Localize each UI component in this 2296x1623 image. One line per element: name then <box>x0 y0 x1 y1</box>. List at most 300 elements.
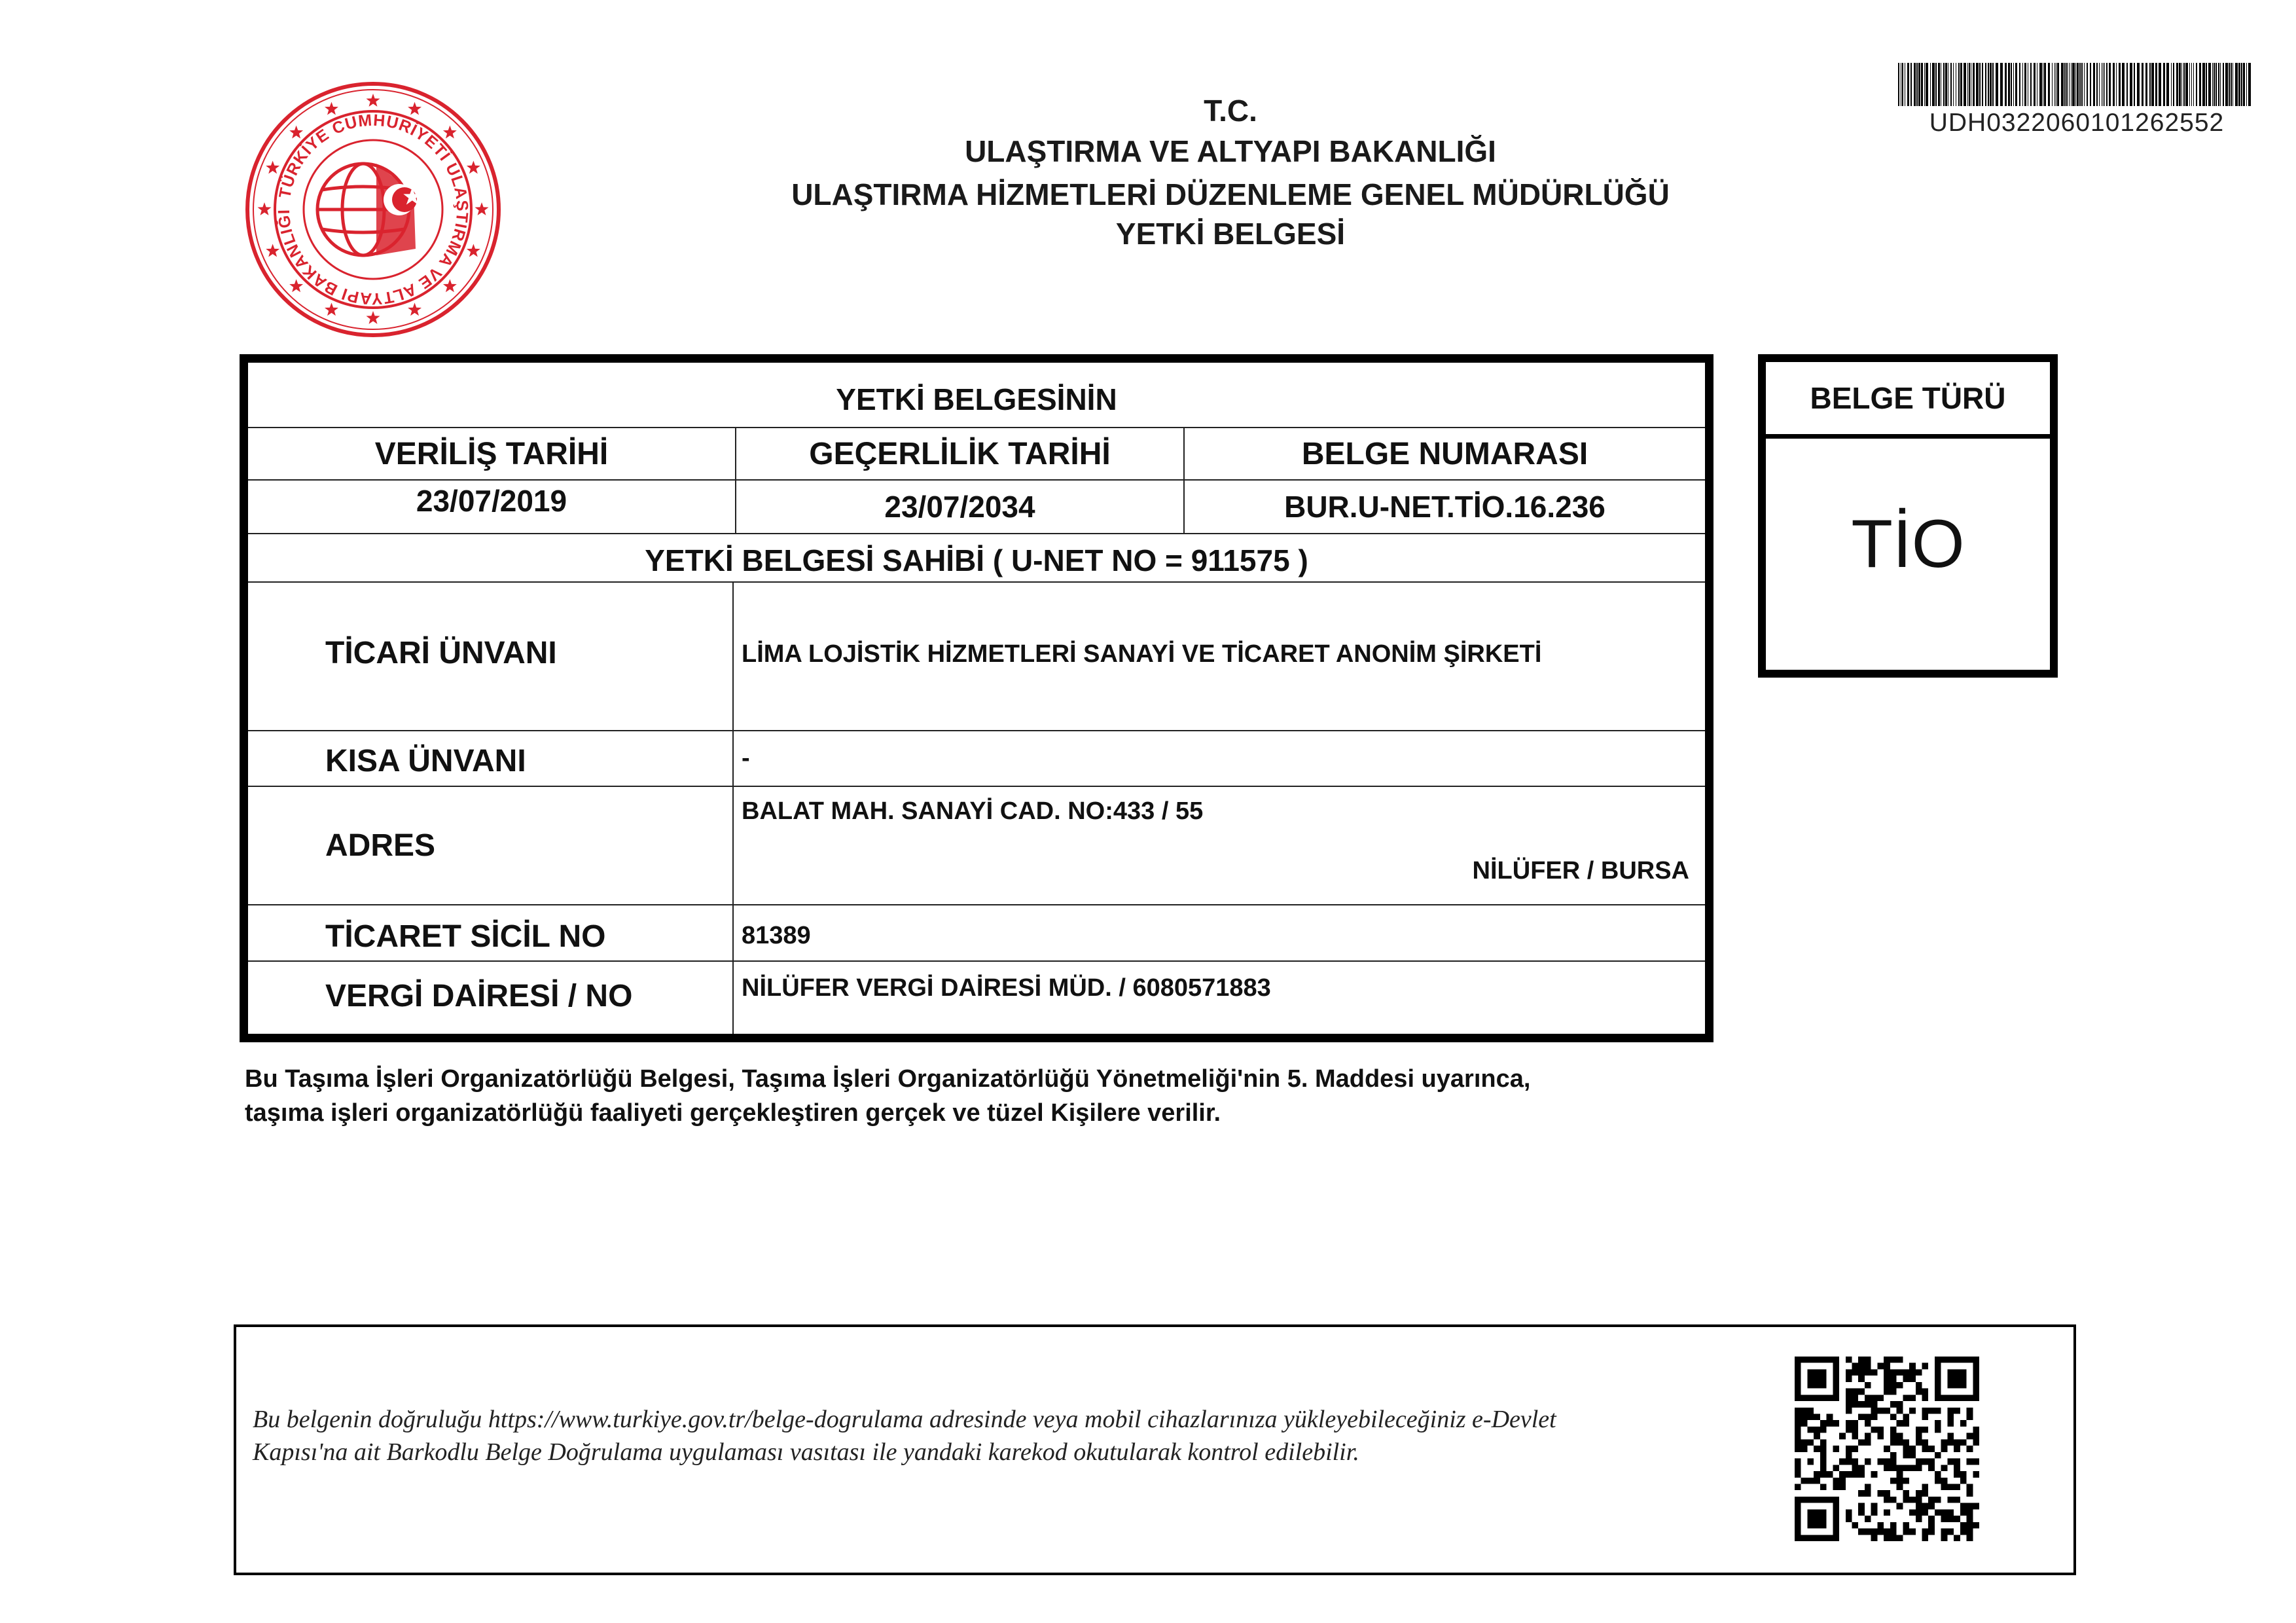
qr-module <box>1909 1497 1916 1503</box>
qr-module <box>1935 1509 1941 1516</box>
qr-module <box>1795 1503 1801 1510</box>
qr-module <box>1935 1376 1941 1382</box>
qr-module <box>1909 1452 1916 1459</box>
qr-module <box>1820 1509 1827 1516</box>
qr-module <box>1884 1459 1890 1465</box>
qr-module <box>1833 1509 1839 1516</box>
barcode-bar <box>1930 63 1931 106</box>
qr-module <box>1922 1484 1928 1490</box>
barcode-bar <box>2048 63 2050 106</box>
barcode-bar <box>2214 63 2215 106</box>
qr-module <box>1846 1420 1852 1427</box>
qr-module <box>1922 1509 1928 1516</box>
qr-module <box>1967 1509 1973 1516</box>
qr-module <box>1807 1439 1814 1446</box>
qr-module <box>1947 1433 1954 1440</box>
qr-code-icon <box>1795 1357 1979 1541</box>
qr-module <box>1846 1369 1852 1376</box>
qr-module <box>1852 1420 1859 1427</box>
qr-module <box>1960 1420 1967 1427</box>
barcode-bar <box>2137 63 2140 106</box>
qr-module <box>1807 1509 1814 1516</box>
qr-module <box>1877 1408 1884 1414</box>
barcode-bar <box>2113 63 2115 106</box>
qr-module <box>1833 1478 1839 1484</box>
barcode-bar <box>2005 63 2007 106</box>
qr-module <box>1967 1516 1973 1522</box>
qr-module <box>1947 1382 1954 1389</box>
qr-module <box>1967 1357 1973 1363</box>
qr-module <box>1827 1357 1833 1363</box>
qr-module <box>1954 1471 1960 1478</box>
qr-module <box>1858 1529 1865 1535</box>
qr-module <box>1897 1484 1903 1490</box>
qr-module <box>1846 1376 1852 1382</box>
qr-module <box>1846 1427 1852 1433</box>
qr-module <box>1935 1357 1941 1363</box>
qr-module <box>1935 1497 1941 1503</box>
qr-module <box>1865 1401 1871 1408</box>
qr-module <box>1833 1484 1839 1490</box>
qr-module <box>1833 1522 1839 1529</box>
qr-module <box>1916 1465 1922 1471</box>
qr-module <box>1903 1439 1909 1446</box>
section-title: YETKİ BELGESİNİN <box>836 382 1117 416</box>
qr-module <box>1922 1408 1928 1414</box>
qr-module <box>1884 1363 1890 1370</box>
barcode-bar <box>2052 63 2053 106</box>
qr-module <box>1827 1535 1833 1541</box>
qr-module <box>1833 1497 1839 1503</box>
qr-module <box>1928 1446 1935 1452</box>
barcode-bar <box>1935 63 1937 106</box>
qr-module <box>1877 1395 1884 1401</box>
qr-module <box>1795 1369 1801 1376</box>
qr-module <box>1935 1452 1941 1459</box>
qr-module <box>1877 1427 1884 1433</box>
qr-module <box>1865 1439 1871 1446</box>
barcode-bar <box>2229 63 2230 106</box>
value-trade-name: LİMA LOJİSTİK HİZMETLERİ SANAYİ VE TİCARET ANONİM ŞİRKETİ <box>742 640 1542 668</box>
qr-module <box>1935 1395 1941 1401</box>
qr-module <box>1846 1357 1852 1363</box>
barcode-bar <box>1910 63 1912 106</box>
barcode-bar <box>2090 63 2091 106</box>
qr-module <box>1852 1369 1859 1376</box>
qr-module <box>1954 1376 1960 1382</box>
qr-module <box>1897 1408 1903 1414</box>
qr-module <box>1954 1516 1960 1522</box>
barcode-bar <box>2206 63 2207 106</box>
qr-module <box>1973 1363 1979 1370</box>
qr-module <box>1967 1529 1973 1535</box>
barcode-bar <box>1960 63 1962 106</box>
barcode-bar <box>2196 63 2197 106</box>
qr-module <box>1807 1516 1814 1522</box>
qr-module <box>1935 1408 1941 1414</box>
qr-module <box>1947 1516 1954 1522</box>
qr-module <box>1916 1389 1922 1395</box>
qr-module <box>1807 1376 1814 1382</box>
qr-module <box>1833 1465 1839 1471</box>
qr-module <box>1846 1408 1852 1414</box>
qr-module <box>1973 1357 1979 1363</box>
qr-module <box>1801 1497 1808 1503</box>
qr-module <box>1858 1439 1865 1446</box>
qr-module <box>1935 1471 1941 1478</box>
qr-module <box>1922 1395 1928 1401</box>
qr-module <box>1877 1459 1884 1465</box>
barcode-bar <box>1921 63 1923 106</box>
qr-module <box>1814 1446 1820 1452</box>
qr-module <box>1935 1363 1941 1370</box>
qr-module <box>1903 1478 1909 1484</box>
barcode-bar <box>2238 63 2240 106</box>
col-header-document-number: BELGE NUMARASI <box>1301 436 1588 471</box>
qr-module <box>1890 1376 1897 1382</box>
qr-module <box>1795 1497 1801 1503</box>
qr-module <box>1922 1389 1928 1395</box>
barcode-bar <box>2064 63 2066 106</box>
qr-module <box>1935 1427 1941 1433</box>
qr-module <box>1928 1497 1935 1503</box>
qr-module <box>1795 1535 1801 1541</box>
qr-module <box>1890 1529 1897 1535</box>
qr-module <box>1814 1497 1820 1503</box>
qr-module <box>1795 1408 1801 1414</box>
qr-module <box>1941 1357 1948 1363</box>
qr-module <box>1814 1516 1820 1522</box>
barcode-bar <box>1907 63 1909 106</box>
barcode-bar <box>2191 63 2192 106</box>
document-title: YETKİ BELGESİ <box>1115 217 1346 251</box>
qr-module <box>1922 1446 1928 1452</box>
qr-module <box>1897 1535 1903 1541</box>
qr-module <box>1877 1363 1884 1370</box>
qr-module <box>1795 1522 1801 1529</box>
qr-module <box>1814 1414 1820 1421</box>
qr-module <box>1877 1433 1884 1440</box>
barcode-bar <box>2024 63 2026 106</box>
barcode-bar <box>2243 63 2245 106</box>
qr-module <box>1807 1535 1814 1541</box>
qr-module <box>1928 1516 1935 1522</box>
qr-module <box>1903 1414 1909 1421</box>
qr-module <box>1967 1395 1973 1401</box>
barcode-bar <box>2215 63 2217 106</box>
qr-module <box>1916 1433 1922 1440</box>
barcode-bar <box>2218 63 2219 106</box>
qr-module <box>1833 1535 1839 1541</box>
qr-module <box>1801 1408 1808 1414</box>
qr-module <box>1928 1459 1935 1465</box>
qr-module <box>1865 1357 1871 1363</box>
qr-module <box>1928 1529 1935 1535</box>
qr-module <box>1814 1382 1820 1389</box>
qr-module <box>1916 1490 1922 1497</box>
qr-module <box>1922 1439 1928 1446</box>
qr-module <box>1922 1363 1928 1370</box>
document-type-title: BELGE TÜRÜ <box>1810 381 2006 415</box>
qr-module <box>1820 1471 1827 1478</box>
qr-module <box>1852 1471 1859 1478</box>
qr-module <box>1973 1471 1979 1478</box>
qr-module <box>1833 1363 1839 1370</box>
value-address-line2: NİLÜFER / BURSA <box>1472 857 1689 884</box>
qr-module <box>1897 1439 1903 1446</box>
barcode-bar <box>2099 63 2100 106</box>
qr-module <box>1865 1516 1871 1522</box>
qr-module <box>1947 1357 1954 1363</box>
qr-module <box>1954 1459 1960 1465</box>
barcode-bar <box>2000 63 2003 106</box>
header-ministry: ULAŞTIRMA VE ALTYAPI BAKANLIĞI <box>965 134 1496 168</box>
qr-module <box>1897 1478 1903 1484</box>
qr-module <box>1897 1471 1903 1478</box>
qr-module <box>1922 1414 1928 1421</box>
qr-module <box>1833 1389 1839 1395</box>
qr-module <box>1839 1459 1846 1465</box>
qr-module <box>1814 1376 1820 1382</box>
qr-module <box>1858 1503 1865 1510</box>
qr-module <box>1935 1382 1941 1389</box>
barcode-bar <box>2057 63 2059 106</box>
qr-module <box>1954 1446 1960 1452</box>
qr-module <box>1973 1433 1979 1440</box>
qr-module <box>1941 1478 1948 1484</box>
barcode-bar <box>1924 63 1925 106</box>
qr-module <box>1916 1516 1922 1522</box>
qr-module <box>1795 1363 1801 1370</box>
qr-module <box>1820 1395 1827 1401</box>
qr-module <box>1858 1369 1865 1376</box>
barcode-bar <box>2019 63 2020 106</box>
qr-module <box>1890 1522 1897 1529</box>
qr-module <box>1884 1490 1890 1497</box>
qr-module <box>1865 1382 1871 1389</box>
qr-module <box>1795 1376 1801 1382</box>
qr-module <box>1973 1459 1979 1465</box>
qr-module <box>1814 1535 1820 1541</box>
qr-module <box>1941 1529 1948 1535</box>
barcode-bar <box>2241 63 2242 106</box>
qr-module <box>1916 1369 1922 1376</box>
qr-module <box>1833 1357 1839 1363</box>
qr-module <box>1877 1522 1884 1529</box>
qr-module <box>1903 1490 1909 1497</box>
qr-module <box>1967 1503 1973 1510</box>
header-tc: T.C. <box>1204 94 1257 128</box>
barcode-bar <box>2231 63 2232 106</box>
qr-module <box>1846 1446 1852 1452</box>
qr-module <box>1846 1389 1852 1395</box>
label-tax-office: VERGİ DAİRESİ / NO <box>325 978 633 1013</box>
qr-module <box>1960 1478 1967 1484</box>
qr-module <box>1916 1439 1922 1446</box>
qr-module <box>1947 1497 1954 1503</box>
barcode-bar <box>2142 63 2144 106</box>
barcode-bar <box>1992 63 1994 106</box>
qr-module <box>1865 1414 1871 1421</box>
qr-module <box>1967 1446 1973 1452</box>
value-address-line1: BALAT MAH. SANAYİ CAD. NO:433 / 55 <box>742 797 1204 825</box>
qr-module <box>1890 1433 1897 1440</box>
qr-module <box>1909 1509 1916 1516</box>
qr-module <box>1884 1465 1890 1471</box>
barcode-bar <box>1976 63 1979 106</box>
qr-module <box>1935 1389 1941 1395</box>
qr-module <box>1877 1529 1884 1535</box>
barcode-bar <box>1938 63 1940 106</box>
barcode-bar <box>2079 63 2081 106</box>
qr-module <box>1884 1535 1890 1541</box>
qr-module <box>1890 1427 1897 1433</box>
barcode-bar <box>2173 63 2174 106</box>
qr-module <box>1801 1395 1808 1401</box>
qr-module <box>1890 1389 1897 1395</box>
qr-module <box>1820 1420 1827 1427</box>
qr-module <box>1865 1420 1871 1427</box>
barcode-bar <box>2193 63 2194 106</box>
qr-module <box>1807 1478 1814 1484</box>
qr-module <box>1814 1522 1820 1529</box>
qr-module <box>1916 1382 1922 1389</box>
qr-module <box>1890 1497 1897 1503</box>
qr-module <box>1865 1484 1871 1490</box>
qr-module <box>1865 1459 1871 1465</box>
barcode-bar <box>2185 63 2188 106</box>
qr-module <box>1820 1439 1827 1446</box>
qr-module <box>1884 1382 1890 1389</box>
barcode-bar <box>1982 63 1983 106</box>
barcode-bar <box>2008 63 2010 106</box>
qr-module <box>1884 1408 1890 1414</box>
barcode-bar <box>1988 63 1989 106</box>
qr-module <box>1858 1357 1865 1363</box>
qr-module <box>1916 1427 1922 1433</box>
barcode-bar <box>2171 63 2172 106</box>
qr-module <box>1858 1465 1865 1471</box>
qr-module <box>1801 1478 1808 1484</box>
qr-module <box>1890 1414 1897 1421</box>
qr-module <box>1801 1439 1808 1446</box>
qr-module <box>1967 1484 1973 1490</box>
qr-module <box>1941 1446 1948 1452</box>
qr-module <box>1871 1414 1878 1421</box>
qr-module <box>1890 1535 1897 1541</box>
qr-module <box>1960 1376 1967 1382</box>
qr-module <box>1960 1395 1967 1401</box>
qr-module <box>1935 1478 1941 1484</box>
barcode-bar <box>2246 63 2247 106</box>
barcode-bar <box>2223 63 2224 106</box>
col-header-issue-date: VERİLİŞ TARİHİ <box>374 436 609 471</box>
barcode-bar <box>1953 63 1954 106</box>
barcode-bar <box>1996 63 1998 106</box>
qr-module <box>1858 1509 1865 1516</box>
qr-module <box>1858 1471 1865 1478</box>
qr-module <box>1954 1497 1960 1503</box>
barcode-bar <box>2225 63 2228 106</box>
barcode-bar <box>2011 63 2012 106</box>
qr-module <box>1897 1357 1903 1363</box>
qr-module <box>1947 1420 1954 1427</box>
qr-module <box>1909 1376 1916 1382</box>
barcode-bar <box>1967 63 1968 106</box>
qr-module <box>1922 1503 1928 1510</box>
barcode-bar <box>2054 63 2055 106</box>
seal-star-icon <box>408 302 422 316</box>
barcode-bar <box>1914 63 1916 106</box>
value-tax-office: NİLÜFER VERGİ DAİRESİ MÜD. / 6080571883 <box>742 974 1271 1002</box>
qr-module <box>1916 1459 1922 1465</box>
label-trade-registry: TİCARET SİCİL NO <box>325 919 606 954</box>
barcode-bar <box>2093 63 2095 106</box>
holder-title: YETKİ BELGESİ SAHİBİ ( U-NET NO = 911575 ) <box>645 543 1308 577</box>
barcode-bar <box>2189 63 2190 106</box>
barcode-bar <box>1902 63 1903 106</box>
qr-module <box>1903 1465 1909 1471</box>
barcode-bar <box>2044 63 2046 106</box>
qr-module <box>1820 1465 1827 1471</box>
qr-module <box>1852 1395 1859 1401</box>
barcode-bar <box>1926 63 1928 106</box>
barcode-bar <box>2081 63 2083 106</box>
qr-module <box>1871 1401 1878 1408</box>
qr-module <box>1890 1382 1897 1389</box>
qr-module <box>1820 1446 1827 1452</box>
qr-module <box>1903 1452 1909 1459</box>
qr-module <box>1795 1427 1801 1433</box>
qr-module <box>1973 1382 1979 1389</box>
barcode-bar <box>2084 63 2085 106</box>
barcode-bar <box>2075 63 2076 106</box>
qr-module <box>1827 1471 1833 1478</box>
qr-module <box>1820 1516 1827 1522</box>
qr-module <box>1833 1376 1839 1382</box>
qr-module <box>1954 1535 1960 1541</box>
qr-module <box>1922 1535 1928 1541</box>
qr-module <box>1890 1369 1897 1376</box>
seal-star-icon <box>367 311 380 324</box>
qr-module <box>1827 1414 1833 1421</box>
qr-module <box>1973 1503 1979 1510</box>
qr-module <box>1846 1395 1852 1401</box>
barcode-bar <box>2104 63 2105 106</box>
qr-module <box>1954 1357 1960 1363</box>
qr-module <box>1954 1395 1960 1401</box>
qr-module <box>1909 1369 1916 1376</box>
barcode-bar <box>1943 63 1945 106</box>
qr-module <box>1909 1465 1916 1471</box>
label-short-name: KISA ÜNVANI <box>325 744 526 778</box>
barcode-bar <box>2130 63 2132 106</box>
qr-module <box>1807 1408 1814 1414</box>
qr-module <box>1890 1439 1897 1446</box>
qr-module <box>1960 1439 1967 1446</box>
qr-module <box>1890 1465 1897 1471</box>
qr-module <box>1903 1522 1909 1529</box>
qr-module <box>1947 1529 1954 1535</box>
qr-module <box>1795 1529 1801 1535</box>
qr-module <box>1827 1497 1833 1503</box>
qr-module <box>1807 1382 1814 1389</box>
seal-star-icon <box>289 279 303 292</box>
barcode-bar <box>2119 63 2121 106</box>
barcode-bar <box>2208 63 2211 106</box>
qr-module <box>1928 1465 1935 1471</box>
qr-module <box>1858 1389 1865 1395</box>
